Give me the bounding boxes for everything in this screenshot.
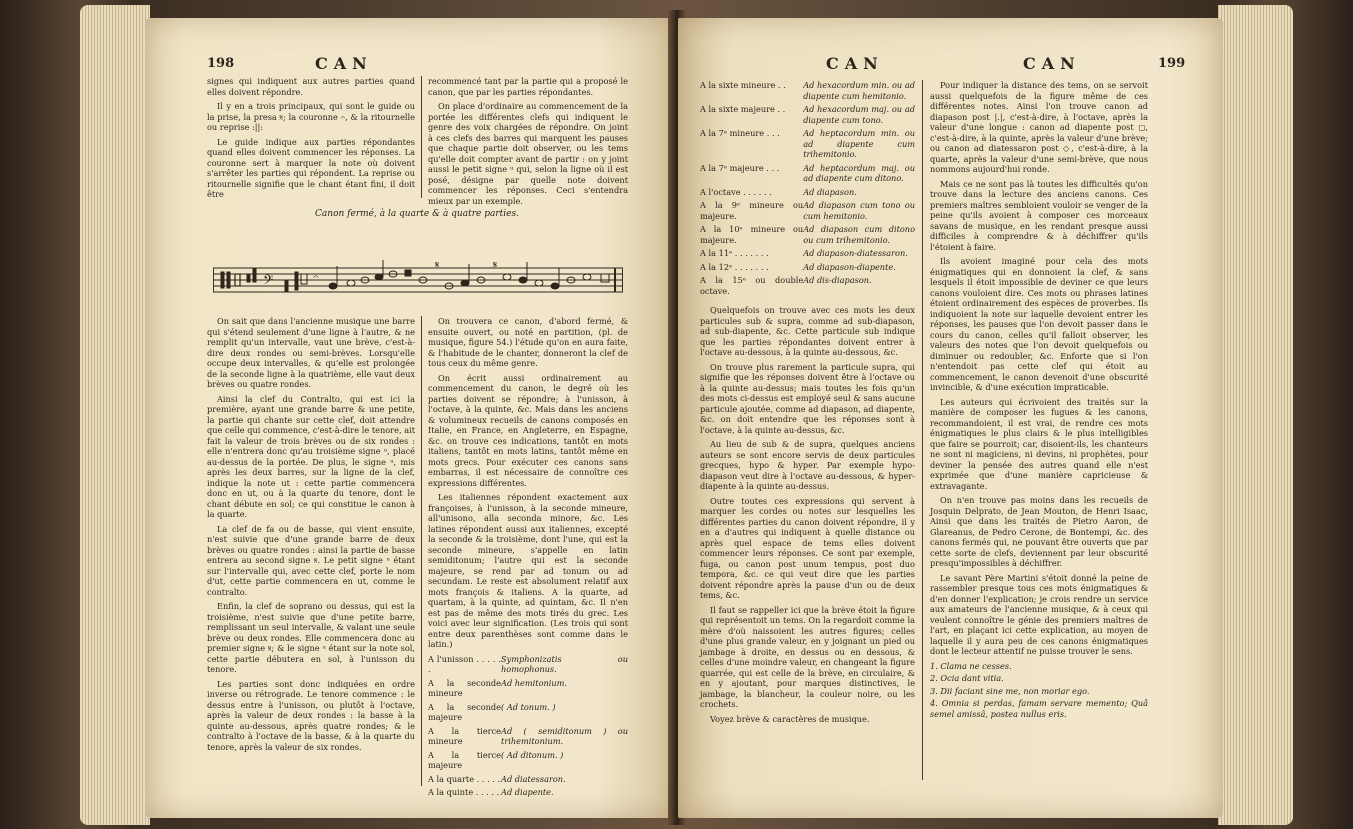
column-1-bottom xyxy=(207,316,415,756)
paragraph: Ainsi la clef du Contralto, qui est ici la première, ayant une grande barre & une petite, la partie qui chante sur cette clef, doit attendre que celle qui commence, c'est-à-dire le tenore, ait fait la valeur de trois brèves ou de six rondes : elle n'entrera donc qu'au troisième signe ᵘ, placé au-dessus de la portée. De plus, le signe ᵘ, mis après les deux barres, sur la ligne de la clef, indique la note ut : cette partie commencera donc en ut, ou à la quarte du tenore, dont le chant débute en sol; ce qui constitue le canon à la quarte. xyxy=(207,393,415,519)
table-cell: A la seconde majeure xyxy=(428,701,502,722)
table-cell: A l'octave . . . . . . xyxy=(700,186,772,197)
column-divider xyxy=(421,76,422,198)
paragraph: Mais ce ne sont pas là toutes les difficultés qu'on trouve dans la lecture des anciens canons. Ces premiers maîtres sembloient vouloir se venger de la peine qu'ils avoient à composer ces morceaux savans de musique, en les rendant presque aussi difficiles à comprendre & à déchiffrer qu'ils l'étoient à faire. xyxy=(930,178,1148,252)
enigmatic-mottoes-list xyxy=(930,661,1148,720)
right-page-edges xyxy=(1218,5,1293,825)
column-2-bottom xyxy=(428,316,628,801)
table-cell: Ad hemitonium. xyxy=(501,677,568,688)
paragraph: Voyez brève & caractères de musique. xyxy=(710,713,870,724)
paragraph: Les italiennes répondent exactement aux françoises, à l'unisson, à la seconde mineure, all'unisono, alla seconda minore, &c. Les latines répondent aussi aux italiennes, excepté la seconde & la troisième, dont l'une, qui est la seconde mineure, s'appelle en latin semiditonum; l'autre qui est la seconde majeure, se rend par ad tonum ou ad secundam. Le reste est absolument relatif aux mots françois & italiens. A la quarte, ad quartam, à la quinte, ad quintam, &c. Il n'en est pas de même des mots tirés du grec. Les voici avec leur signification. (Les trois qui sont entre deux parenthèses sont comme dans le latin.) xyxy=(428,492,628,649)
table-cell: Ad diapason cum ditono ou cum trihemitonio. xyxy=(803,224,915,245)
table-row xyxy=(428,774,628,788)
table-cell: A l'unisson . . . . . . xyxy=(428,653,502,674)
table-cell: A la sixte majeure . . xyxy=(700,104,786,114)
paragraph: On écrit aussi ordinairement au commencement du canon, le degré où les parties doivent se répondre; à l'unisson, à l'octave, à la quinte, &c. Mais dans les anciens & volumineux recueils de canons composés en Italie, en France, en Angleterre, en Espagne, &c. on trouve ces indications, tantôt en mots italiens, tantôt en mots latins, tantôt même en mots grecs. Pour exécuter ces canons sans embarras, il est nécessaire de connoître ces expressions différentes. xyxy=(428,372,628,488)
table-row xyxy=(428,702,628,726)
table-cell: Ad diapason-diatessaron. xyxy=(803,248,908,258)
svg-text:𝄐: 𝄐 xyxy=(313,272,319,283)
paragraph: On sait que dans l'ancienne musique une barre qui s'étend seulement d'une ligne à l'autre, & ne remplit qu'un intervalle, vaut une brève, c'est-à-dire deux rondes ou semi-brèves. Lorsqu'elle occupe deux intervalles, & qu'elle est prolongée de la seconde ligne à la quatrième, elle vaut deux brèves ou quatre rondes. xyxy=(207,316,415,389)
column-1-top xyxy=(207,76,415,204)
paragraph: Le guide indique aux parties répondantes quand elles doivent commencer les réponses. La couronne sert à marquer la note où doivent s'arrêter les parties qui répondent. La reprise ou ritournelle signifie que le chant étant fini, il doit être xyxy=(207,136,415,199)
svg-text:𝄢: 𝄢 xyxy=(263,272,274,291)
table-cell: Ad hexacordum maj. ou ad diapente cum tono. xyxy=(803,104,915,125)
column-2-top xyxy=(428,76,628,210)
table-cell: A la 10ᵉ mineure ou majeure. xyxy=(700,224,804,245)
table-cell: A la 9ᵉ mineure ou majeure. xyxy=(700,200,804,221)
table-row xyxy=(428,787,628,801)
table-cell: Symphonizatis ou homophonus. xyxy=(501,653,628,674)
table-cell: Ad heptacordum maj. ou ad diapente cum ditono. xyxy=(803,162,915,183)
figure-caption: Canon fermé, à la quarte & à quatre parties. xyxy=(315,209,519,219)
table-cell: ( Ad ditonum. ) xyxy=(501,749,564,760)
paragraph: Les auteurs qui écrivoient des traités sur la manière de composer les fugues & les canons, recommandoient, il est vrai, de rendre ces mots énigmatiques le plus clairs & le plus intelligibles que faire se pourroit; car, disoient-ils, les chanteurs ne sont ni magiciens, ni devins, ni prophètes, pour deviner la pensée des autres quand elle n'est exprimée que d'une manière capricieuse & extravagante. xyxy=(930,396,1148,491)
paragraph: recommencé tant par la partie qui a proposé le canon, que par les parties répondantes. xyxy=(428,76,628,97)
table-cell: A la quarte . . . . . xyxy=(428,773,501,784)
paragraph: Il faut se rappeller ici que la brève étoit la figure qui représentoit un tems. On la regardoit comme la mère d'où naissoient les autres figures; celles d'une plus grande valeur, en y joignant un pied ou jambage à droite, en dessus ou en dessous, & celles d'une moindre valeur, en changeant la figure quarrée, qui est celle de la brève, en circulaire, & en y ajoutant, pour marques distinctives, le jambage, la blancheur, la couleur noire, ou les crochets. xyxy=(700,604,915,709)
table-cell: Ad diapente. xyxy=(501,787,554,797)
paragraph: Quelquefois on trouve avec ces mots les deux particules sub & supra, comme ad sub-diapason, ad sub-diapente, &c. Cette particule sub indique que les parties répondantes doivent entrer à l'octave au-dessous, à la quinte au-dessous, &c. xyxy=(700,305,915,357)
table-row xyxy=(428,726,628,750)
paragraph: Outre toutes ces expressions qui servent à marquer les cordes ou notes sur lesquelles les différentes parties du canon doivent répondre, il y en a d'autres qui indiquent à quelle distance ou après quel espace de tems elles doivent commencer leurs réponses. Ce sont par exemple, fuga, ou canon post unum tempus, post duo tempora, &c. ce qui veut dire que les parties doivent répondre après la pause d'un ou de deux tems, &c. xyxy=(700,495,915,600)
table-cell: Ad dis-diapason. xyxy=(803,275,872,285)
table-row xyxy=(428,750,628,774)
paragraph: Il y en a trois principaux, qui sont le guide ou la prise, la presa 𝄋; la couronne 𝄐, & la ritournelle ou reprise :||: xyxy=(207,101,415,132)
table-row xyxy=(700,128,915,163)
paragraph: On trouve plus rarement la particule supra, qui signifie que les réponses doivent être à l'octave ou à la quinte au-dessus; mais toutes les fois qu'un des mots ci-dessus est employé seul & sans aucune particule ajoutée, comme ad diapason, ad diapente, &c. on doit entendre que les réponses sont à l'octave, à la quinte au-dessus, &c. xyxy=(700,361,915,435)
page-number: 198 xyxy=(207,56,235,71)
paragraph: Pour indiquer la distance des tems, on se servoit aussi quelquefois de la figure même de ces différentes notes. Ainsi l'on trouve canon ad diapason post |.|, c'est-à-dire, à l'octave, après la valeur d'une longue : canon ad diapente post ◻, c'est-à-dire, à la quinte, après la valeur d'une brève; ou canon ad diatessaron post ◇, c'est-à-dire, à la quarte, après la valeur d'une semi-brève, que nous nommons aujourd'hui ronde. xyxy=(930,80,1148,174)
table-row xyxy=(428,654,628,678)
table-row xyxy=(700,248,915,262)
table-cell: A la quinte . . . . . xyxy=(428,787,500,797)
paragraph: Enfin, la clef de soprano ou dessus, qui est la troisième, n'est suivie que d'une petite barre, remplissant un seul intervalle, & valant une seule brève ou deux rondes. Elle commencera donc au premier signe 𝄋; & le signe ᵘ étant sur la note sol, cette partie débutera en sol, à l'unisson du tenore. xyxy=(207,601,415,674)
list-item: 2. Ociа dant vitia. xyxy=(930,673,1004,683)
column-divider xyxy=(922,80,923,780)
svg-text:𝄋: 𝄋 xyxy=(493,260,498,271)
table-row xyxy=(700,262,915,276)
column-divider xyxy=(421,316,422,786)
right-page xyxy=(678,18,1223,818)
column-2 xyxy=(930,80,1148,721)
table-row xyxy=(700,104,915,128)
table-row xyxy=(700,163,915,187)
interval-table xyxy=(700,80,915,299)
table-row xyxy=(700,200,915,224)
musical-staff-canon xyxy=(213,258,623,304)
table-cell: Ad diapason. xyxy=(803,186,857,197)
table-row xyxy=(700,80,915,104)
paragraph: On n'en trouve pas moins dans les recueils de Josquin Delprato, de Jean Mouton, de Henri Isaac, Ainsi que dans les traités de Pietro Aaron, de Glareanus, de Pedro Cerone, de Bontempi, &c. des canons fermés qui, ne pouvant être ouverts que par cette sorte de clefs, deviennent par leur obscurité presqu'impossibles à déchiffrer. xyxy=(930,495,1148,568)
table-cell: A la 7ᵉ mineure . . . xyxy=(700,128,780,138)
table-cell: Ad diapason cum tono ou cum hemitonio. xyxy=(803,200,915,221)
paragraph: Au lieu de sub & de supra, quelques anciens auteurs se sont encore servis de deux particules grecques, hypo & hyper. Par exemple hypo-diapason veut dire à l'octave au-dessous, & hyper-diapente à la quinte au-dessus. xyxy=(700,439,915,491)
paragraph: La clef de fa ou de basse, qui vient ensuite, n'est suivie que d'une grande barre de deux brèves ou quatre rondes : ainsi la partie de basse entrera au second signe 𝄋. Le petit signe ᵘ étant sur l'intervalle qui, avec cette clef, porte le nom d'ut, cette partie commencera en ut, comme le contralto. xyxy=(207,523,415,597)
table-cell: A la 15ᵉ ou double octave. xyxy=(700,275,804,296)
left-page xyxy=(145,18,675,818)
interval-table xyxy=(428,654,628,801)
table-cell: Ad diapason-diapente. xyxy=(803,261,896,272)
table-cell: A la tierce majeure xyxy=(428,749,502,770)
table-cell: ( Ad tonum. ) xyxy=(501,701,556,712)
list-item: 4. Omnia si perdas, famam servare memento; Quâ semel amissâ, postea nullus eris. xyxy=(930,698,1148,719)
paragraph: Ils avoient imaginé pour cela des mots énigmatiques qui en donnoient la clef, & sans lesquels il étoit impossible de deviner ce que leurs canons vouloient dire. Ces mots ou phrases latines étoient ordinairement des espèces de proverbes. Ils indiquoient la note sur laquelle devoient entrer les réponses, les pauses que l'on devoit passer dans le cours du canon, celles qu'il falloit observer, les valeurs des notes que l'on devoit quelquefois ou diminuer ou redoubler, &c. Enforte que si l'on n'entendoit pas cette clef qui étoit au commencement, le canon devenoit d'une obscurité invincible, & d'une exécution impraticable. xyxy=(930,256,1148,392)
paragraph: On place d'ordinaire au commencement de la portée les différentes clefs qui indiquent le genre des voix chargées de répondre. On joint à ces clefs des barres qui marquent les pauses que chaque partie doit observer, ou les tems qu'elle doit compter avant de partir : on y joint aussi le petit signe ᵘ qui, selon la ligne où il est posé, désigne par quelle note doivent commencer les réponses. Ceci s'entendra mieux par un exemple. xyxy=(428,101,628,206)
running-head: CAN xyxy=(315,54,373,73)
paragraph: Le savant Père Martini s'étoit donné la peine de rassembler presque tous ces mots énigmatiques & d'en donner l'explication; je crois rendre un service aux amateurs de l'ancienne musique, & à ceux qui veulent connoître le génie des premiers maîtres de l'art, en plaçant ici cette explication, au moyen de laquelle il y aura peu de ces canons énigmatiques dont le lecteur attentif ne puisse trouver le sens. xyxy=(930,572,1148,656)
table-cell: A la 12ᵉ . . . . . . . xyxy=(700,261,769,272)
table-cell: Ad diatessaron. xyxy=(501,773,566,784)
table-cell: Ad heptacordum min. ou ad diapente cum trihemitonio. xyxy=(803,128,915,159)
left-page-edges xyxy=(80,5,150,825)
column-1 xyxy=(700,80,915,728)
table-row xyxy=(700,187,915,201)
paragraph: signes qui indiquent aux autres parties quand elles doivent répondre. xyxy=(207,76,415,97)
list-item: 1. Clama ne cesses. xyxy=(930,660,1012,671)
list-item: 3. Dii faciant sine me, non moriar ego. xyxy=(930,685,1090,696)
table-row xyxy=(700,224,915,248)
paragraph: Les parties sont donc indiquées en ordre inverse ou rétrograde. Le tenore commence : le dessus entre à l'unisson, ou plutôt à l'octave, après la valeur de deux rondes : la basse à la quinte au-dessous, après quatre rondes; & le contralto à l'octave de la basse, & à la quarte du tenore, après la valeur de six rondes. xyxy=(207,678,415,752)
table-cell: Ad hexacordum min. ou ad diapente cum hemitonio. xyxy=(803,80,915,101)
svg-text:𝄋: 𝄋 xyxy=(435,260,440,271)
table-row xyxy=(700,275,915,299)
page-number: 199 xyxy=(1158,56,1186,71)
running-head-left: CAN xyxy=(826,54,884,73)
running-head-right: CAN xyxy=(1023,54,1081,73)
table-cell: A la 7ᵉ majeure . . . xyxy=(700,162,780,173)
table-cell: A la tierce mineure xyxy=(428,725,502,746)
table-cell: A la seconde mineure xyxy=(428,677,502,698)
table-cell: A la 11ᵉ . . . . . . . xyxy=(700,248,769,258)
table-row xyxy=(428,678,628,702)
paragraph: On trouvera ce canon, d'abord fermé, & ensuite ouvert, ou noté en partition, (pl. de musique, figure 54.) l'étude qu'on en aura faite, & l'habitude de le chanter, donneront la clef de tous ceux du même genre. xyxy=(428,316,628,368)
table-cell: Ad ( semiditonum ) ou trihemitonium. xyxy=(501,725,628,746)
table-cell: A la sixte mineure . . xyxy=(700,80,786,90)
